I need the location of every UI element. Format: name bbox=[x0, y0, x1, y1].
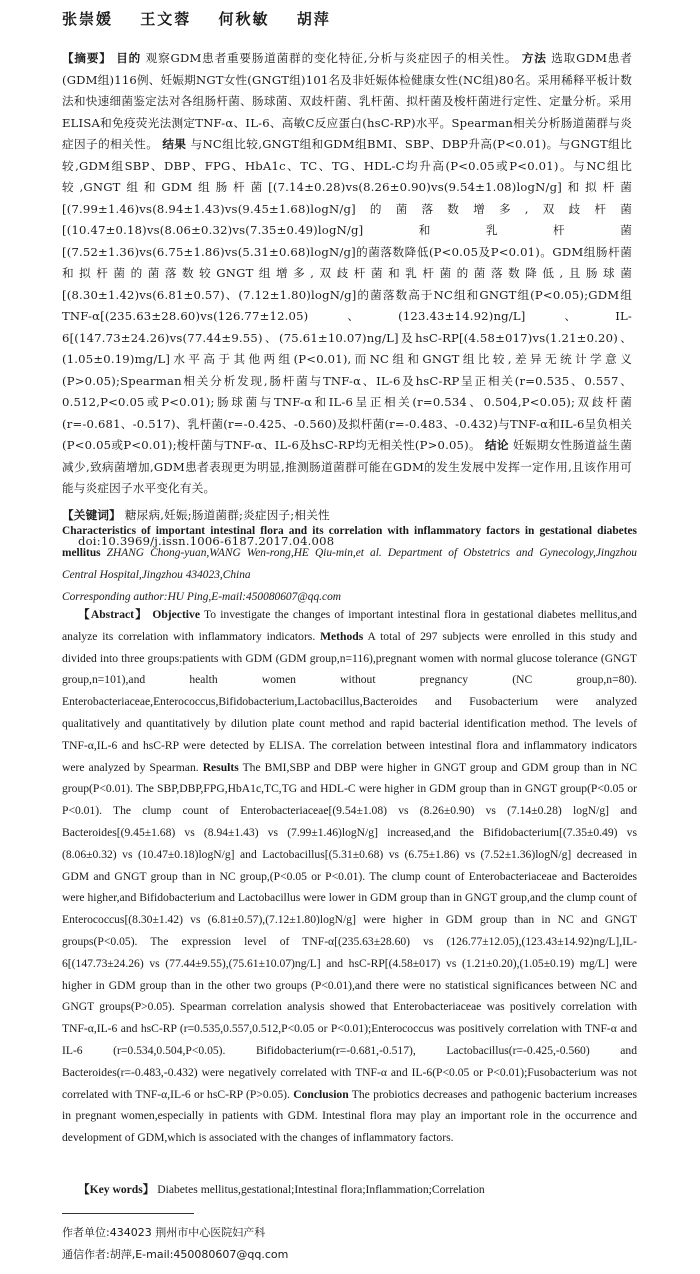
english-authors: ZHANG Chong-yuan,WANG Wen-rong,HE Qiu-min,et al. bbox=[106, 547, 382, 559]
chinese-abstract bbox=[62, 48, 632, 553]
results-label: 结果 bbox=[162, 137, 187, 151]
objective-label: 目的 bbox=[116, 51, 142, 65]
english-abstract bbox=[62, 604, 637, 1149]
corresponding-author: Corresponding author:HU Ping,E-mail:450080607@qq.com bbox=[62, 591, 341, 603]
footnote-affiliation: 作者单位:434023 荆州市中心医院妇产科 bbox=[62, 1226, 266, 1239]
objective-label: Objective bbox=[152, 608, 200, 621]
conclusion-label: 结论 bbox=[484, 438, 509, 452]
keywords-label: 【Key words】 bbox=[78, 1183, 155, 1196]
english-affiliation: Department of Obstetrics and Gynecology,Jingzhou Central Hospital,Jingzhou 434023,China bbox=[62, 547, 637, 581]
objective-text: To investigate the changes of important intestinal flora in gestational diabetes mellitus,and analyze its correlation with inflammatory indicators. bbox=[62, 608, 637, 643]
methods-label: Methods bbox=[320, 629, 364, 643]
results-text: The BMI,SBP and DBP were higher in GNGT group and GDM group than in NC group(P<0.01). The SBP,DBP,FPG,HbA1c,TC,TG and HDL-C were higher in GDM group than in GNGT group(P<0.05 or P<0.01). The clump count of Enterobacteriaceae[(9.54±1.08) vs (8.26±0.90) vs (7.14±0.28) logN/g] and Bacteroides[(9.45±1.68) vs (8.94±1.43) vs (7.99±1.46)logN/g] increased,and the Bifidobacterium[(7.35±0.49) vs (8.06±0.32) vs (10.47±0.18)logN/g] and Lactobacillus[(5.31±0.68) vs (6.75±1.86) vs (7.52±1.36)logN/g] decreased in GDM and GNGT group than in NC group,(P<0.05 or P<0.01). The clump count of Enterobacteriaceae and Bacteroides were higher,and Bifidobacterium and Lactobacillus were lower in GDM group than in GNGT group,and the clump count of Enterococcus[(8.30±1.42) vs (6.81±0.57),(7.12±1.80)logN/g] were higher in GDM group than in NC and GNGT groups(P<0.05). The expression level of TNF-α[(235.63±28.60) vs (126.77±12.05),(123.43±14.92)ng/L],IL-6[(147.73±24.26) vs (77.44±9.55),(75.61±10.07)ng/L] and hsC-RP[(4.58±017) vs (1.21±0.20),(1.05±0.19) mg/L] were higher in GDM group than in the other two groups (P<0.01),and there were no statistical significances between NC and GNGT groups(P>0.05). Spearman correlation analysis showed that Enterobacteriaceae was positively correlation with TNF-α,IL-6 and hsC-RP (r=0.535,0.557,0.512,P<0.05 or P<0.01);Enterococcus was positively correlation with TNF-α and IL-6 (r=0.534,0.504,P<0.05). Bifidobacterium(r=-0.681,-0.517), Lactobacillus(r=-0.425,-0.560) and Bacteroides(r=-0.483,-0.432) were negatively correlated with TNF-α and IL-6(P<0.05 or P<0.01);Fusobacterium was not correlated with TNF-α,IL-6 or hsC-RP (P>0.05). bbox=[62, 760, 637, 1101]
abstract-label: 【Abstract】 bbox=[78, 608, 149, 621]
keywords-label: 【关键词】 bbox=[62, 507, 121, 522]
author-list bbox=[62, 8, 351, 29]
methods-label: 方法 bbox=[521, 51, 547, 65]
conclusion-label: Conclusion bbox=[293, 1087, 349, 1101]
footnote-corresponding: 通信作者:胡萍,E-mail:450080607@qq.com bbox=[62, 1248, 289, 1261]
conclusion-text: 妊娠期女性肠道益生菌减少,致病菌增加,GDM患者表现更为明显,推测肠道菌群可能在GDM的发生发展中发挥一定作用,且该作用可能与炎症因子水平变化有关。 bbox=[62, 438, 632, 495]
author-name: 胡萍 bbox=[296, 10, 331, 28]
methods-text: 选取GDM患者(GDM组)116例、妊娠期NGT女性(GNGT组)101名及非妊娠体检健康女性(NC组)80名。采用稀释平板计数法和快速细菌鉴定法对各组肠杆菌、肠球菌、双歧杆菌、乳杆菌、拟杆菌及梭杆菌进行定性、定量分析。采用ELISA和免疫荧光法测定TNF-α、IL-6、高敏C反应蛋白(hsC-RP)水平。Spearman相关分析肠道菌群与炎症因子的相关性。 bbox=[62, 51, 633, 151]
english-keywords bbox=[62, 1181, 637, 1197]
english-title: Characteristics of important intestinal flora and its correlation with inflammatory factors in gestational diabetes mellitus bbox=[62, 525, 637, 559]
author-name: 张崇媛 bbox=[62, 10, 114, 28]
objective-text: 观察GDM患者重要肠道菌群的变化特征,分析与炎症因子的相关性。 bbox=[145, 51, 518, 65]
author-name: 何秋敏 bbox=[218, 10, 270, 28]
methods-text: A total of 297 subjects were enrolled in this study and divided into three groups:patients with GDM (GDM group,n=116),pregnant women with normal glucose tolerance (GNGT group,n=101),and health women without pregnancy (NC group,n=80). Enterobacteriaceae,Enterococcus,Bifidobacterium,Lactobacillus,Bacteroides and Fusobacterium were analyzed qualitatively and quantitatively by dilution plate count method and rapid bacterial identification method. The levels of TNF-α,IL-6 and hsC-RP were detected by ELISA. The correlation between intestinal flora and inflammatory indicators were analyzed by Spearman. bbox=[62, 629, 638, 774]
results-label: Results bbox=[202, 760, 239, 774]
keywords-text: 糖尿病,妊娠;肠道菌群;炎症因子;相关性 bbox=[124, 507, 330, 522]
author-name: 王文蓉 bbox=[140, 10, 192, 28]
conclusion-text: The probiotics decreases and pathogenic bacterium increases in pregnant women,especially in patients with GDM. Intestinal flora may play an important role in the occurrence and development of GDM,which is associated with the changes of inflammatory factors. bbox=[62, 1087, 637, 1145]
footnote-divider bbox=[62, 1213, 194, 1214]
abstract-label: 【摘要】 bbox=[62, 51, 112, 65]
keywords-text: Diabetes mellitus,gestational;Intestinal flora;Inflammation;Correlation bbox=[157, 1183, 485, 1196]
english-header bbox=[62, 520, 637, 608]
results-text: 与NC组比较,GNGT组和GDM组BMI、SBP、DBP升高(P<0.01)。与GNGT组比较,GDM组SBP、DBP、FPG、HbA1c、TC、TG、HDL-C均升高(P<0.05或P<0.01)。与NC组比较,GNGT组和GDM组肠杆菌[(7.14±0.28)vs(8.26±0.90)vs(9.54±1.08)logN/g]和拟杆菌[(7.99±1.46)vs(8.94±1.43)vs(9.45±1.68)logN/g]的菌落数增多,双歧杆菌[(10.47±0.18)vs(8.06±0.32)vs(7.35±0.49)logN/g]和乳杆菌[(7.52±1.36)vs(6.75±1.86)vs(5.31±0.68)logN/g]的菌落数降低(P<0.05及P<0.01)。GDM组肠杆菌和拟杆菌的菌落数较GNGT组增多,双歧杆菌和乳杆菌的菌落数降低,且肠球菌[(8.30±1.42)vs(6.81±0.57)、(7.12±1.80)logN/g]的菌落数高于NC组和GNGT组(P<0.05);GDM组TNF-α[(235.63±28.60)vs(126.77±12.05)、(123.43±14.92)ng/L]、IL-6[(147.73±24.26)vs(77.44±9.55)、(75.61±10.07)ng/L]及hsC-RP[(4.58±017)vs(1.21±0.20)、(1.05±0.19)mg/L]水平高于其他两组(P<0.01),而NC组和GNGT组比较,差异无统计学意义(P>0.05);Spearman相关分析发现,肠杆菌与TNF-α、IL-6及hsC-RP呈正相关(r=0.535、0.557、0.512,P<0.05或P<0.01);肠球菌与TNF-α和IL-6呈正相关(r=0.534、0.504,P<0.05);双歧杆菌(r=-0.681、-0.517)、乳杆菌(r=-0.425、-0.560)及拟杆菌(r=-0.483、-0.432)与TNF-α和IL-6呈负相关(P<0.05或P<0.01);梭杆菌与TNF-α、IL-6及hsC-RP均无相关性(P>0.05)。 bbox=[62, 137, 632, 452]
doi-text: doi:10.3969/j.issn.1006-6187.2017.04.008 bbox=[78, 534, 335, 548]
